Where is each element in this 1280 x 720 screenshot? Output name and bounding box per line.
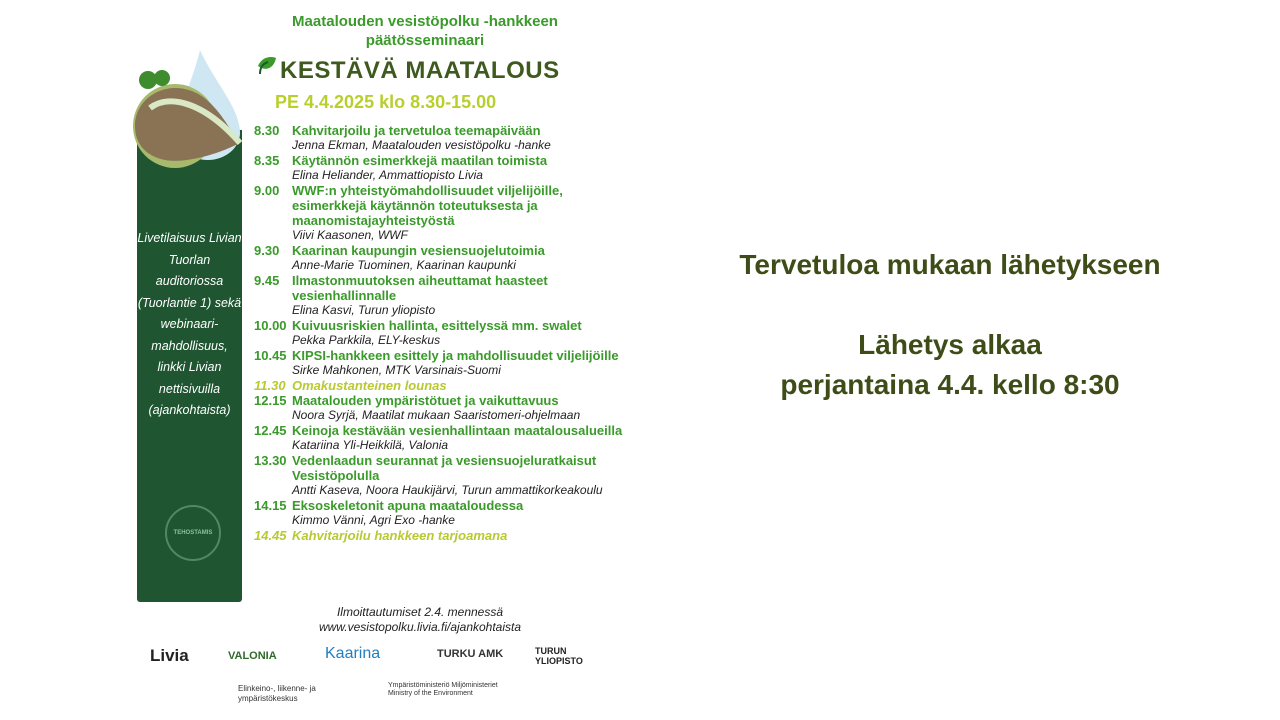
agenda-time: 14.15 xyxy=(254,498,287,513)
logo-valonia: VALONIA xyxy=(228,650,277,662)
agenda-item xyxy=(254,243,634,273)
registration-link: www.vesistopolku.livia.fi/ajankohtaista xyxy=(318,620,522,634)
agenda-speaker: Pekka Parkkila, ELY-keskus xyxy=(292,333,441,347)
agenda-title: Omakustanteinen lounas xyxy=(292,378,447,393)
agenda-speaker: Antti Kaseva, Noora Haukijärvi, Turun ammattikorkeakoulu xyxy=(292,483,603,497)
agenda-item xyxy=(254,318,634,348)
agenda-time: 12.15 xyxy=(254,393,287,408)
agenda-speaker: Anne-Marie Tuominen, Kaarinan kaupunki xyxy=(292,258,516,272)
agenda-item xyxy=(254,498,634,528)
agenda-time: 9.00 xyxy=(254,183,280,198)
event-poster xyxy=(120,0,640,720)
sponsor-logos xyxy=(150,640,620,720)
agenda-title: Keinoja kestävään vesienhallintaan maatalousalueilla xyxy=(292,423,623,438)
agenda-item xyxy=(254,183,634,243)
agenda-time: 10.45 xyxy=(254,348,287,363)
logo-turku-amk: TURKU AMK xyxy=(437,648,504,660)
agenda-item xyxy=(254,123,634,153)
agenda-time: 8.30 xyxy=(254,123,280,138)
agenda-time: 13.30 xyxy=(254,453,287,468)
agenda-title: Kahvitarjoilu ja tervetuloa teemapäivään xyxy=(292,123,541,138)
agenda-list xyxy=(254,123,634,543)
agenda-item xyxy=(254,453,634,498)
agenda-title: Käytännön esimerkkejä maatilan toimista xyxy=(292,153,548,168)
agenda-title: Maatalouden ympäristötuet ja vaikuttavuus xyxy=(292,393,559,408)
agenda-item xyxy=(254,378,634,393)
poster-title: KESTÄVÄ MAATALOUS xyxy=(280,57,560,84)
logo-kaarina: Kaarina xyxy=(325,645,381,662)
venue-info: Livetilaisuus Livian Tuorlan auditoriossa (Tuorlantie 1) sekä webinaari-mahdollisuus, linkki Livian nettisivuilla (ajankohtaista) xyxy=(137,231,242,417)
agenda-item xyxy=(254,153,634,183)
agenda-time: 10.00 xyxy=(254,318,287,333)
agenda-time: 14.45 xyxy=(254,528,287,543)
agenda-title: WWF:n yhteistyömahdollisuudet viljelijöille, esimerkkejä käytännön toteutuksesta ja maanomistajayhteistyöstä xyxy=(292,183,563,228)
registration-deadline: Ilmoittautumiset 2.4. mennessä xyxy=(336,605,504,619)
project-badge: TEHOSTAMIS xyxy=(165,505,221,561)
agenda-speaker: Noora Syrjä, Maatilat mukaan Saaristomeri-ohjelmaan xyxy=(292,408,581,422)
agenda-title: Kaarinan kaupungin vesiensuojelutoimia xyxy=(292,243,545,258)
agenda-title: KIPSI-hankkeen esittely ja mahdollisuudet viljelijöille xyxy=(292,348,619,363)
poster-subtitle: Maatalouden vesistöpolku -hankkeen päätösseminaari xyxy=(292,13,558,49)
agenda-speaker: Jenna Ekman, Maatalouden vesistöpolku -hanke xyxy=(292,138,551,152)
event-date: PE 4.4.2025 klo 8.30-15.00 xyxy=(275,92,497,112)
agenda-title: Kahvitarjoilu hankkeen tarjoamana xyxy=(292,528,508,543)
registration-info xyxy=(270,605,570,635)
landscape-drop-icon xyxy=(130,48,245,168)
start-time-text: perjantaina 4.4. kello 8:30 xyxy=(780,369,1120,400)
agenda-item xyxy=(254,348,634,378)
agenda-item xyxy=(254,273,634,318)
agenda-item xyxy=(254,423,634,453)
logo-ministry: Ympäristöministeriö Miljöministeriet Ministry of the Environment xyxy=(388,682,498,697)
agenda-time: 11.30 xyxy=(254,378,286,393)
agenda-speaker: Viivi Kaasonen, WWF xyxy=(292,228,408,242)
agenda-speaker: Katariina Yli-Heikkilä, Valonia xyxy=(292,438,449,452)
agenda-speaker: Elina Heliander, Ammattiopisto Livia xyxy=(292,168,483,182)
agenda-time: 8.35 xyxy=(254,153,280,168)
agenda-item xyxy=(254,528,634,543)
welcome-text: Tervetuloa mukaan lähetykseen xyxy=(739,249,1161,280)
agenda-title: Eksoskeletonit apuna maataloudessa xyxy=(292,498,524,513)
agenda-title: Vedenlaadun seurannat ja vesiensuojeluratkaisut Vesistöpolulla xyxy=(292,453,597,483)
start-text: Lähetys alkaa xyxy=(858,329,1042,360)
logo-turun-yliopisto: TURUN YLIOPISTO xyxy=(535,646,583,666)
agenda-speaker: Elina Kasvi, Turun yliopisto xyxy=(292,303,436,317)
logo-livia: Livia xyxy=(150,646,189,665)
agenda-time: 12.45 xyxy=(254,423,287,438)
agenda-time: 9.30 xyxy=(254,243,280,258)
agenda-time: 9.45 xyxy=(254,273,280,288)
leaf-icon xyxy=(256,54,278,76)
agenda-speaker: Sirke Mahkonen, MTK Varsinais-Suomi xyxy=(292,363,501,377)
agenda-title: Ilmastonmuutoksen aiheuttamat haasteet vesienhallinnalle xyxy=(292,273,548,303)
logo-ely: Elinkeino-, liikenne- ja ympäristökeskus xyxy=(238,684,316,703)
agenda-title: Kuivuusriskien hallinta, esittelyssä mm. swalet xyxy=(292,318,582,333)
broadcast-message xyxy=(690,245,1210,405)
agenda-speaker: Kimmo Vänni, Agri Exo -hanke xyxy=(292,513,455,527)
agenda-item xyxy=(254,393,634,423)
